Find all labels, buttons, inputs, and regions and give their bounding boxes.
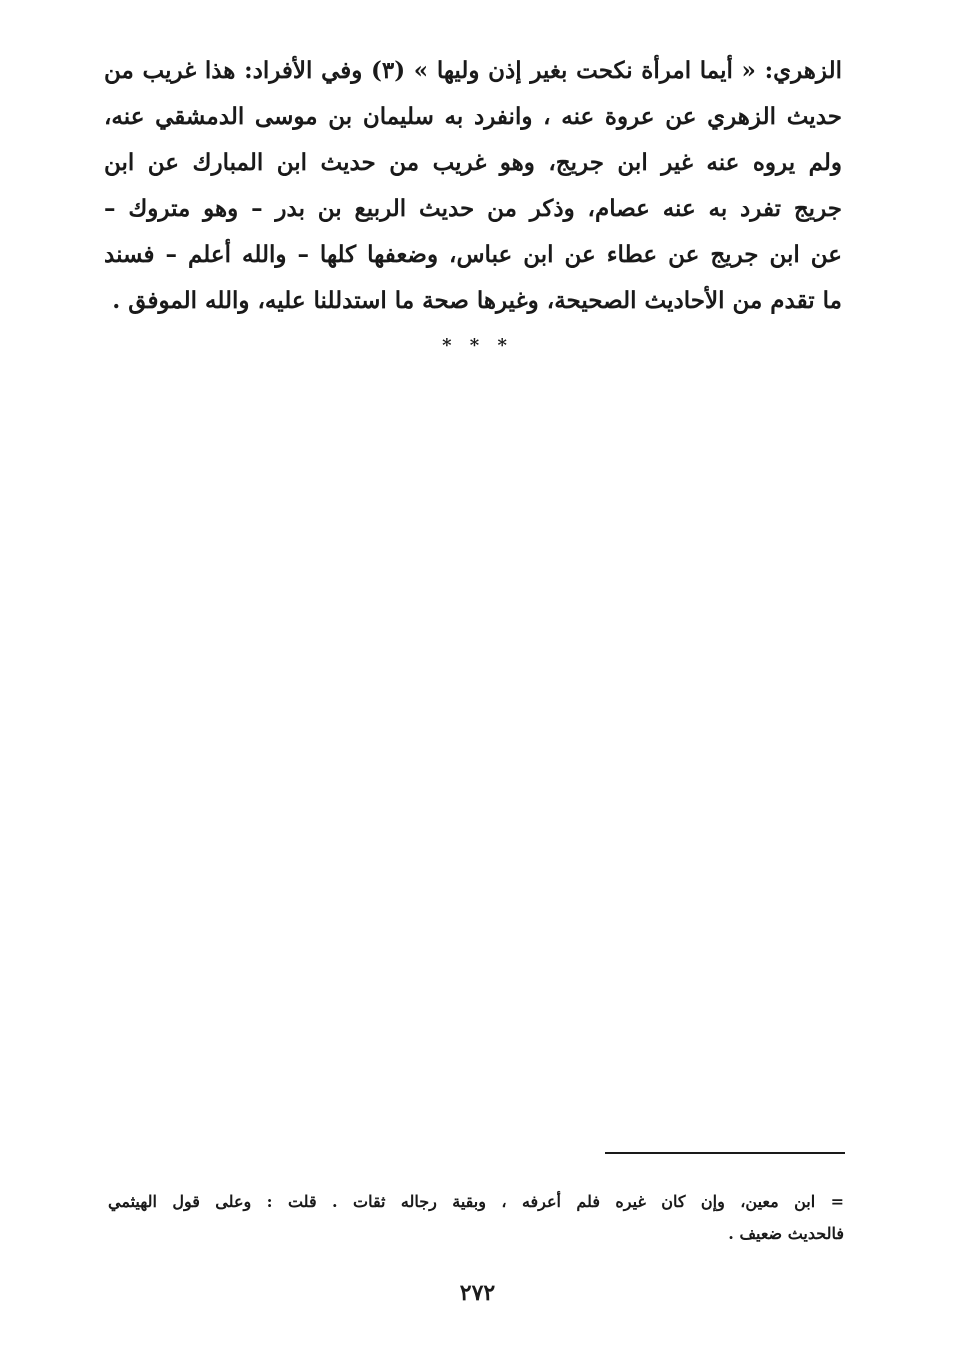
section-separator: * * * [442, 335, 513, 356]
text-line-5: عن ابن جريج عن عطاء عن ابن عباس، وضعفها كلها – والله أعلم – فسند [104, 241, 842, 268]
footnote-divider [605, 1152, 845, 1154]
text-line-6: ما تقدم من الأحاديث الصحيحة، وغيرها صحة ما استدللنا عليه، والله الموفق . [112, 287, 842, 314]
footnote-block [108, 1186, 844, 1250]
text-line-1: الزهري: « أيما امرأة نكحت بغير إذن وليها » (٣) وفي الأفراد: هذا غريب من [104, 57, 842, 84]
footnote-line-1: = ابن معين، وإن كان غيره فلم أعرفه ، وبقية رجاله ثقات . قلت : وعلى قول الهيثمي [108, 1192, 844, 1211]
text-line-4: جريج تفرد به عنه عصام، وذكر من حديث الربيع بن بدر – وهو متروك – [104, 195, 842, 222]
main-text [104, 48, 842, 324]
page-number: ٢٧٢ [459, 1280, 496, 1306]
footnote-line-2: فالحديث ضعيف . [728, 1224, 844, 1243]
text-line-2: حديث الزهري عن عروة عنه ، وانفرد به سليمان بن موسى الدمشقي عنه، [104, 103, 842, 130]
text-line-3: ولم يروه عنه غير ابن جريج، وهو غريب من حديث ابن المبارك عن ابن [104, 149, 842, 176]
